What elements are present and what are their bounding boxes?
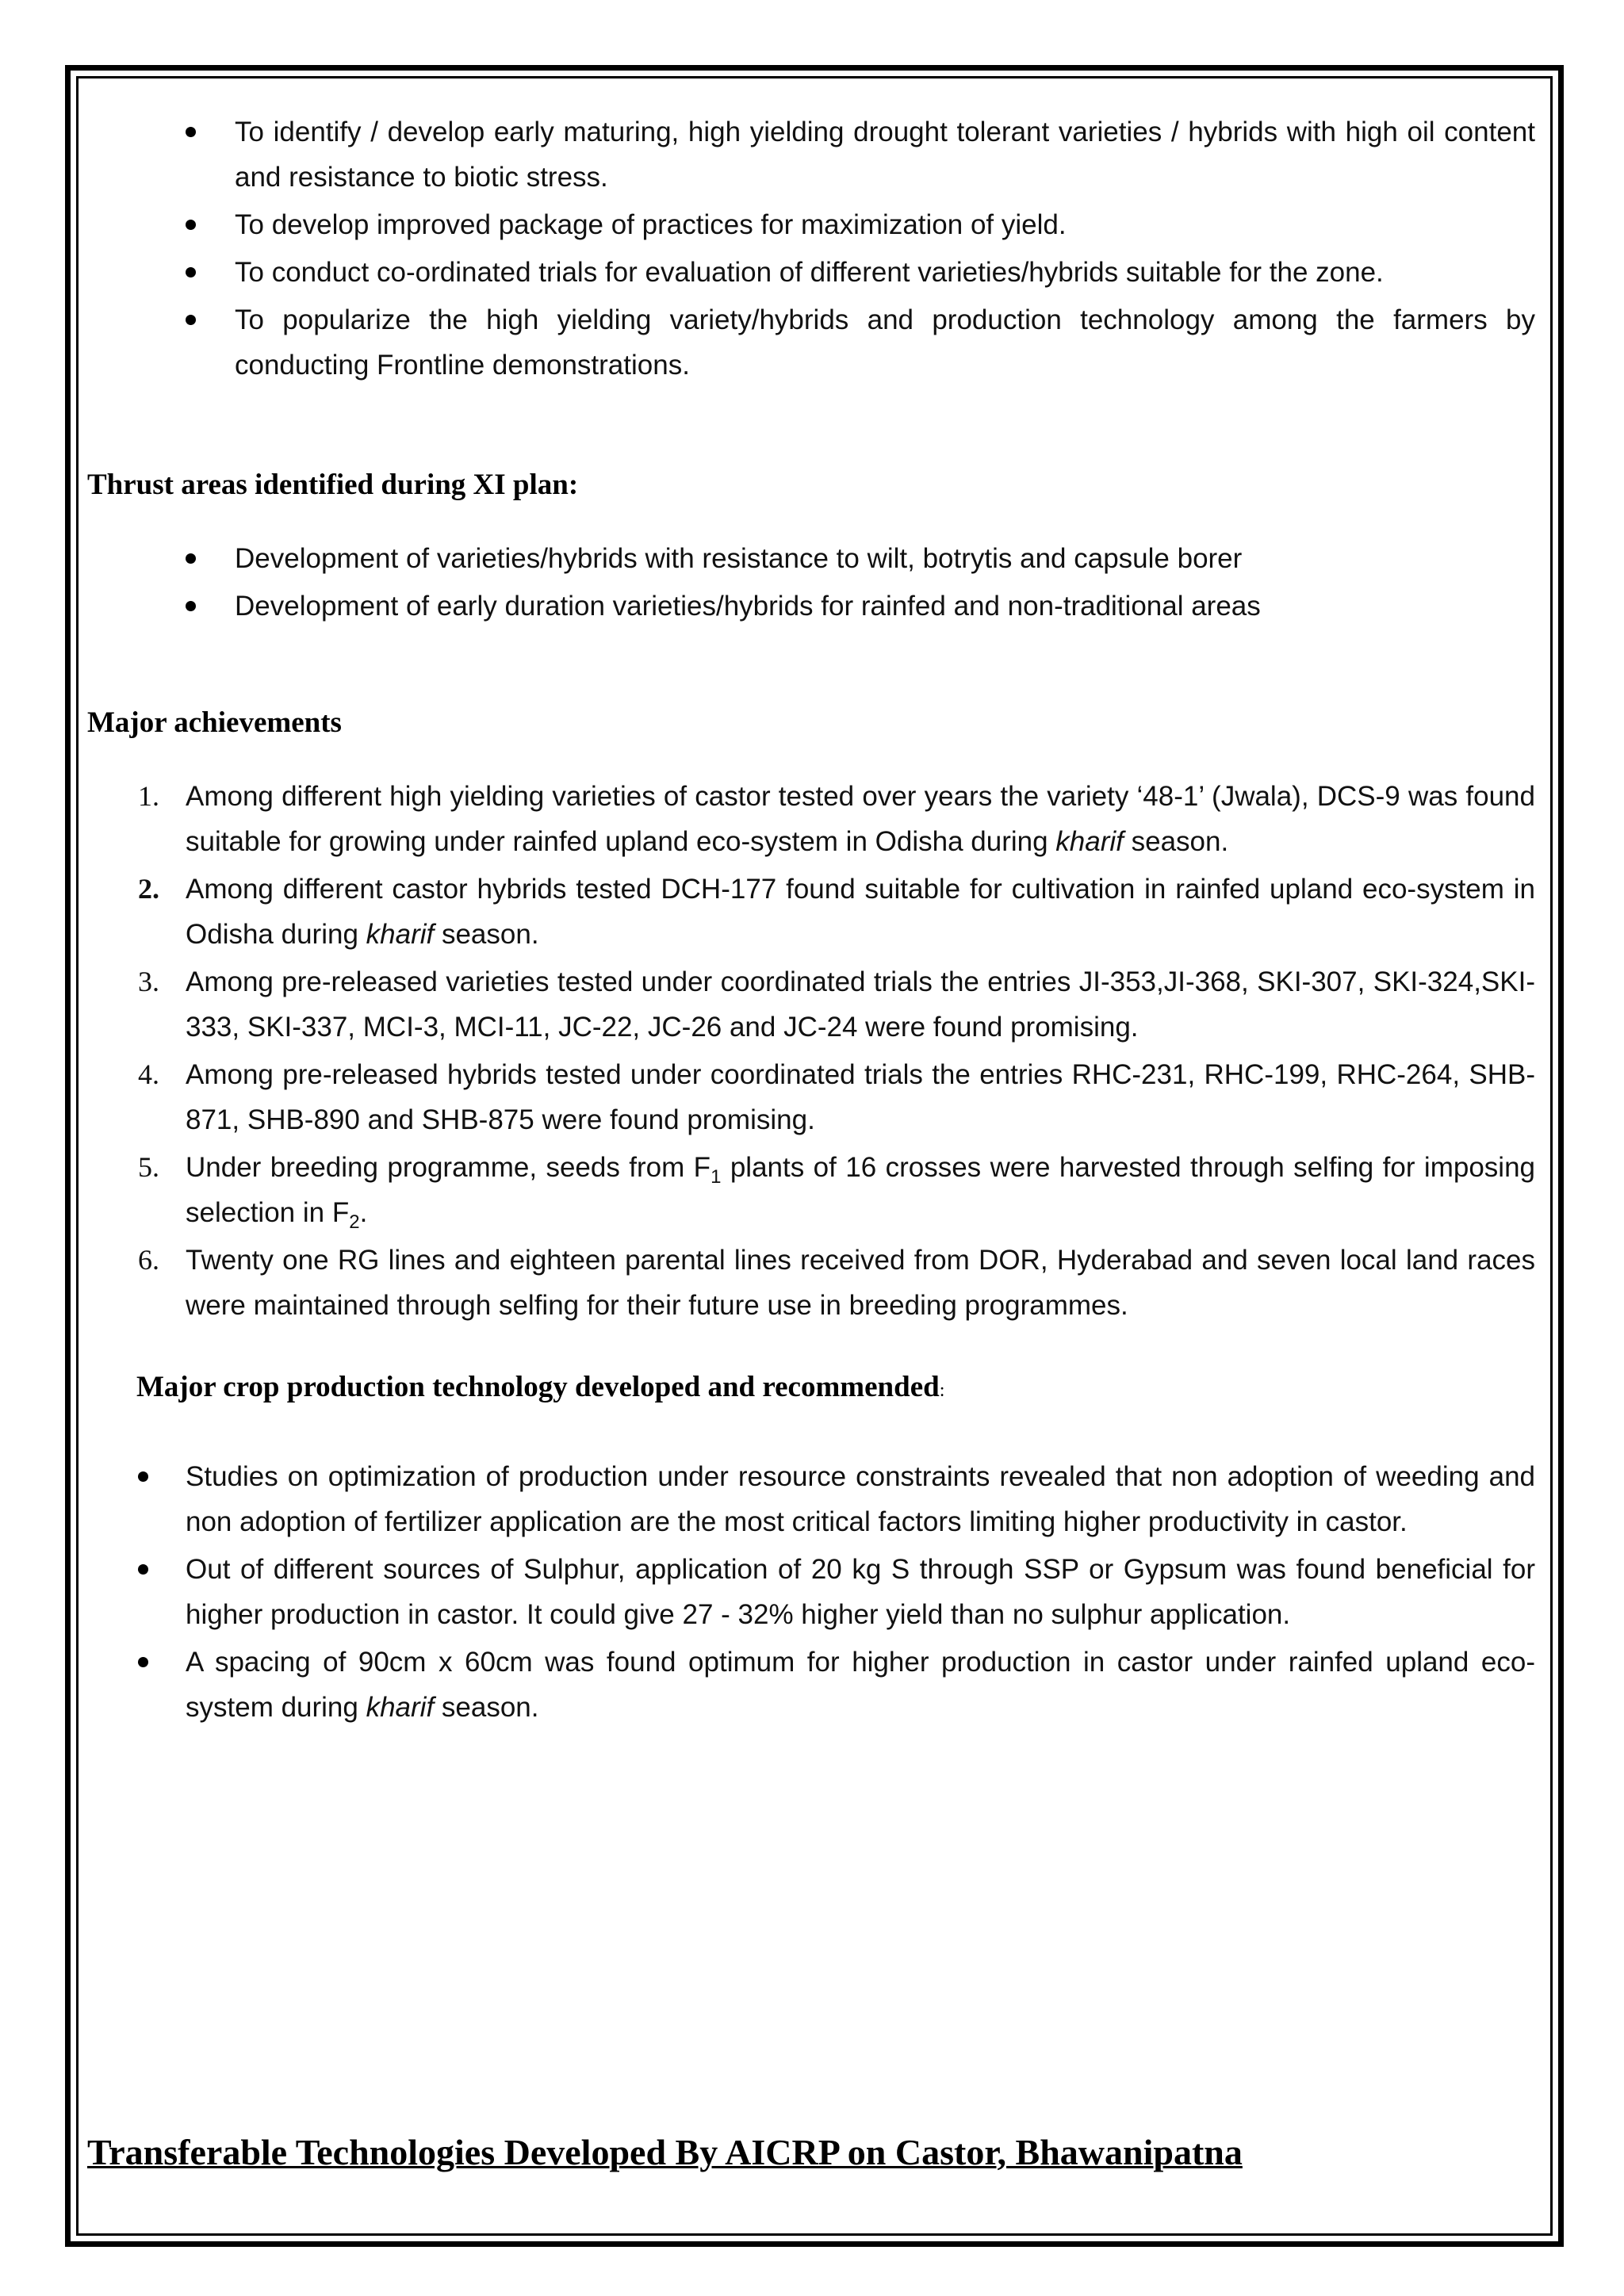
- bullet-icon: [138, 1564, 148, 1575]
- achievements-heading: Major achievements: [87, 706, 342, 739]
- footer-title: Transferable Technologies Developed By AICRP on Castor, Bhawanipatna: [87, 2132, 1243, 2172]
- thrust-heading: Thrust areas identified during XI plan:: [87, 469, 579, 501]
- list-item: 1. Among different high yielding varieties of castor tested over years the variety ‘48-1’ (Jwala), DCS-9 was found suitable for growing under rainfed upland eco-system in Odisha during kharif season.: [138, 780, 1535, 857]
- thrust-list: [235, 536, 1535, 629]
- bullet-icon: [138, 1471, 148, 1482]
- achievements-section: [0, 774, 1624, 1330]
- bullet-icon: [186, 553, 196, 564]
- objectives-list: [235, 109, 1535, 388]
- list-item: 2. Among different castor hybrids tested DCH-177 found suitable for cultivation in rainfed upland eco-system in Odisha during kharif season.: [138, 873, 1535, 950]
- list-item: 4. Among pre-released hybrids tested under coordinated trials the entries RHC-231, RHC-199, RHC-264, SHB-871, SHB-890 and SHB-875 were found promising.: [138, 1058, 1535, 1135]
- list-item: Out of different sources of Sulphur, application of 20 kg S through SSP or Gypsum was found beneficial for higher production in castor. It could give 27 - 32% higher yield than no sulphur application.: [186, 1547, 1535, 1637]
- list-item: A spacing of 90cm x 60cm was found optimum for higher production in castor under rainfed upland eco-system during kharif season.: [186, 1640, 1535, 1730]
- list-item: To popularize the high yielding variety/hybrids and production technology among the farmers by conducting Frontline demonstrations.: [235, 297, 1535, 388]
- bullet-icon: [186, 127, 196, 137]
- bullet-icon: [186, 220, 196, 230]
- list-item: To identify / develop early maturing, high yielding drought tolerant varieties / hybrids with high oil content and resistance to biotic stress.: [235, 109, 1535, 200]
- technology-section: [0, 1454, 1624, 1732]
- bullet-icon: [186, 601, 196, 611]
- bullet-icon: [186, 315, 196, 325]
- technology-heading: Major crop production technology developed and recommended:: [136, 1371, 945, 1403]
- objectives-section: [0, 109, 1624, 390]
- list-item: 6. Twenty one RG lines and eighteen parental lines received from DOR, Hyderabad and seven local land races were maintained through selfing for their future use in breeding programmes.: [138, 1244, 1535, 1321]
- list-item: To develop improved package of practices for maximization of yield.: [235, 202, 1535, 247]
- list-item: 3. Among pre-released varieties tested under coordinated trials the entries JI-353,JI-368, SKI-307, SKI-324,SKI-333, SKI-337, MCI-3, MCI-11, JC-22, JC-26 and JC-24 were found promising.: [138, 966, 1535, 1043]
- list-item: Studies on optimization of production under resource constraints revealed that non adoption of weeding and non adoption of fertilizer application are the most critical factors limiting higher productivity in castor.: [186, 1454, 1535, 1544]
- thrust-section: [0, 536, 1624, 631]
- bullet-icon: [186, 267, 196, 277]
- technology-list: [186, 1454, 1535, 1730]
- bullet-icon: [138, 1657, 148, 1667]
- achievements-list: [138, 774, 1535, 1328]
- list-item: To conduct co-ordinated trials for evaluation of different varieties/hybrids suitable for the zone.: [235, 250, 1535, 295]
- list-item: 5. Under breeding programme, seeds from $F_1$ plants of 16 crosses were harvested through selfing for imposing selection in $F_2$.: [138, 1151, 1535, 1233]
- list-item: Development of varieties/hybrids with resistance to wilt, botrytis and capsule borer: [235, 536, 1535, 581]
- list-item: Development of early duration varieties/hybrids for rainfed and non-traditional areas: [235, 584, 1535, 629]
